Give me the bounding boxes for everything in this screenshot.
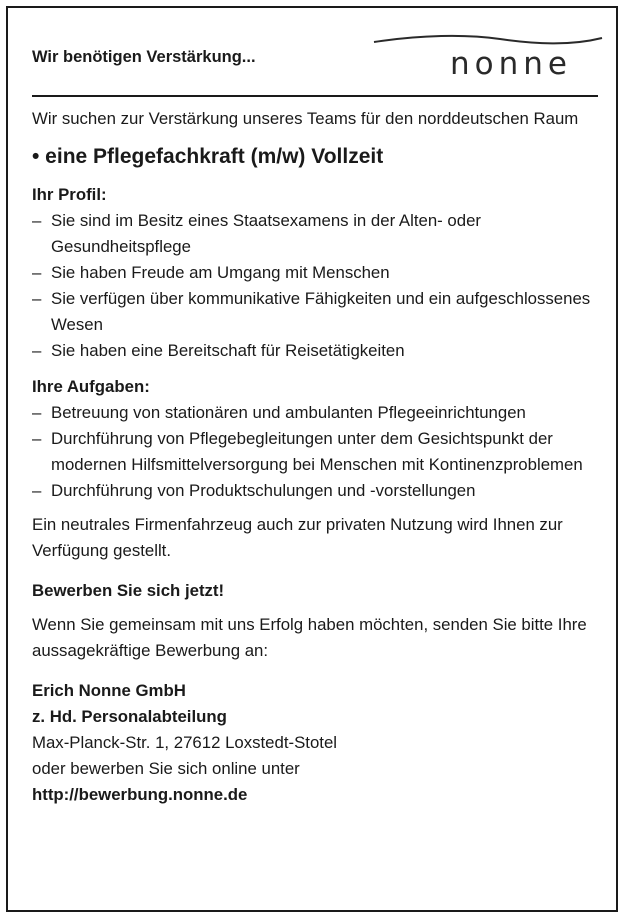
list-item: – Sie sind im Besitz eines Staatsexamens in der Alten- oder Gesundheitspflege: [32, 208, 602, 260]
list-item: – Durchführung von Produktschulungen und -vorstellungen: [32, 478, 602, 504]
aufgaben-list: [32, 400, 602, 504]
position-title: • eine Pflegefachkraft (m/w) Vollzeit: [32, 145, 384, 168]
car-note: Ein neutrales Firmenfahrzeug auch zur privaten Nutzung wird Ihnen zur Verfügung gestellt.: [32, 515, 563, 560]
application-url-link[interactable]: http://bewerbung.nonne.de: [32, 785, 248, 804]
intro-text: Wir suchen zur Verstärkung unseres Teams für den norddeutschen Raum: [32, 109, 579, 128]
list-item: – Sie haben Freude am Umgang mit Menschen: [32, 260, 602, 286]
list-item: – Durchführung von Pflegebegleitungen unter dem Gesichtspunkt der modernen Hilfsmittelversorgung bei Menschen mit Kontinenzproblemen: [32, 426, 602, 478]
nonne-logo: [370, 30, 606, 94]
list-item: – Sie verfügen über kommunikative Fähigkeiten und ein aufgeschlossenes Wesen: [32, 286, 602, 338]
profil-heading: Ihr Profil:: [32, 185, 107, 204]
ad-body: [32, 106, 602, 808]
aufgaben-heading: Ihre Aufgaben:: [32, 377, 150, 396]
logo-wordmark: nonne: [450, 46, 572, 82]
tagline: Wir benötigen Verstärkung...: [32, 48, 256, 66]
address: Max-Planck-Str. 1, 27612 Loxstedt-Stotel: [32, 733, 338, 752]
list-item: – Sie haben eine Bereitschaft für Reisetätigkeiten: [32, 338, 602, 364]
job-advertisement: [6, 6, 618, 912]
header-divider: [32, 95, 598, 97]
apply-heading: Bewerben Sie sich jetzt!: [32, 581, 225, 600]
list-item: – Betreuung von stationären und ambulanten Pflegeeinrichtungen: [32, 400, 602, 426]
online-text: oder bewerben Sie sich online unter: [32, 759, 300, 778]
attention-line: z. Hd. Personalabteilung: [32, 707, 227, 726]
company-name: Erich Nonne GmbH: [32, 681, 186, 700]
apply-text: Wenn Sie gemeinsam mit uns Erfolg haben möchten, senden Sie bitte Ihre aussagekräftige Bewerbung an:: [32, 615, 587, 660]
profil-list: [32, 208, 602, 364]
